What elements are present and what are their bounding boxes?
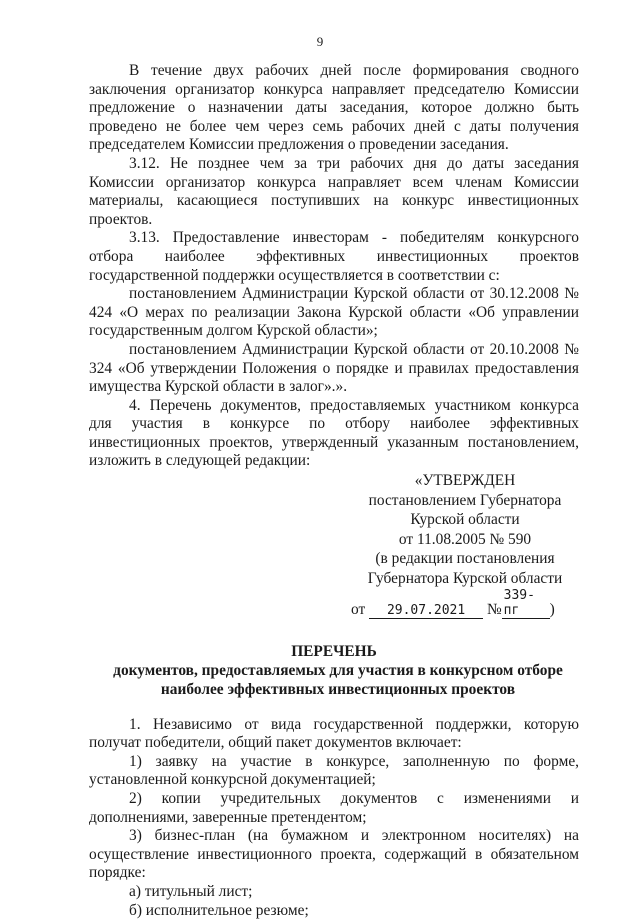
closing-bracket: ) xyxy=(550,601,555,618)
list-item: а) титульный лист; xyxy=(89,883,579,902)
number-prefix: № xyxy=(487,601,502,618)
paragraph-3-12: 3.12. Не позднее чем за три рабочих дня до даты заседания Комиссии организатор конкурса направляет всем членам Комиссии материалы, касающиеся поступивших на конкурс инвестиционных проектов. xyxy=(89,155,579,229)
date-prefix: от xyxy=(351,601,365,618)
list-item: 3) бизнес-план (на бумажном и электронном носителях) на осуществление инвестиционного проекта, содержащий в обязательном порядке: xyxy=(89,827,579,883)
document-title: ПЕРЕЧЕНЬ xyxy=(89,642,579,661)
paragraph-decree-324: постановлением Администрации Курской области от 20.10.2008 № 324 «Об утверждении Положения о порядке и правилах предоставления имущества Курской области в залог».». xyxy=(89,341,579,397)
approval-date-value: 29.07.2021 xyxy=(369,603,483,619)
approval-line: от 11.08.2005 № 590 xyxy=(351,530,579,550)
approval-line: (в редакции постановления xyxy=(351,549,579,569)
page-number: 9 xyxy=(0,34,640,50)
document-subtitle-line: наиболее эффективных инвестиционных проектов xyxy=(89,680,579,699)
approval-line: Курской области xyxy=(351,510,579,530)
approval-line: Губернатора Курской области xyxy=(351,569,579,589)
list-item: 2) копии учредительных документов с изменениями и дополнениями, заверенные претендентом; xyxy=(89,790,579,827)
paragraph-4: 4. Перечень документов, предоставляемых участником конкурса для участия в конкурсе по отбору наиболее эффективных инвестиционных проектов, утвержденный указанным постановлением, изложить в следующей редакции: xyxy=(89,397,579,471)
paragraph-decree-424: постановлением Администрации Курской области от 30.12.2008 № 424 «О мерах по реализации Закона Курской области «Об управлении государственным долгом Курской области»; xyxy=(89,285,579,341)
documents-list xyxy=(89,716,579,920)
paragraph-3-13: 3.13. Предоставление инвесторам - победителям конкурсного отбора наиболее эффективных инвестиционных проектов государственной поддержки осуществляется в соответствии с: xyxy=(89,229,579,285)
list-item: б) исполнительное резюме; xyxy=(89,902,579,920)
document-subtitle-line: документов, предоставляемых для участия в конкурсном отборе xyxy=(89,661,579,680)
approval-line: постановлением Губернатора xyxy=(351,491,579,511)
list-item: 1. Независимо от вида государственной поддержки, которую получат победители, общий пакет документов включает: xyxy=(89,716,579,753)
list-item: 1) заявку на участие в конкурсе, заполненную по форме, установленной конкурсной документацией; xyxy=(89,753,579,790)
approval-line: «УТВЕРЖДЕН xyxy=(351,471,579,491)
paragraph-meeting-date: В течение двух рабочих дней после формирования сводного заключения организатор конкурса направляет председателю Комиссии предложение о назначении даты заседания, которое должно быть проведено не более чем через семь рабочих дней с даты получения председателем Комиссии предложения о проведении заседания. xyxy=(89,62,579,155)
approval-date-line xyxy=(351,588,579,620)
approval-number-value: 339-пг xyxy=(502,588,550,619)
document-body xyxy=(89,62,579,920)
approval-stamp-block xyxy=(351,471,579,620)
